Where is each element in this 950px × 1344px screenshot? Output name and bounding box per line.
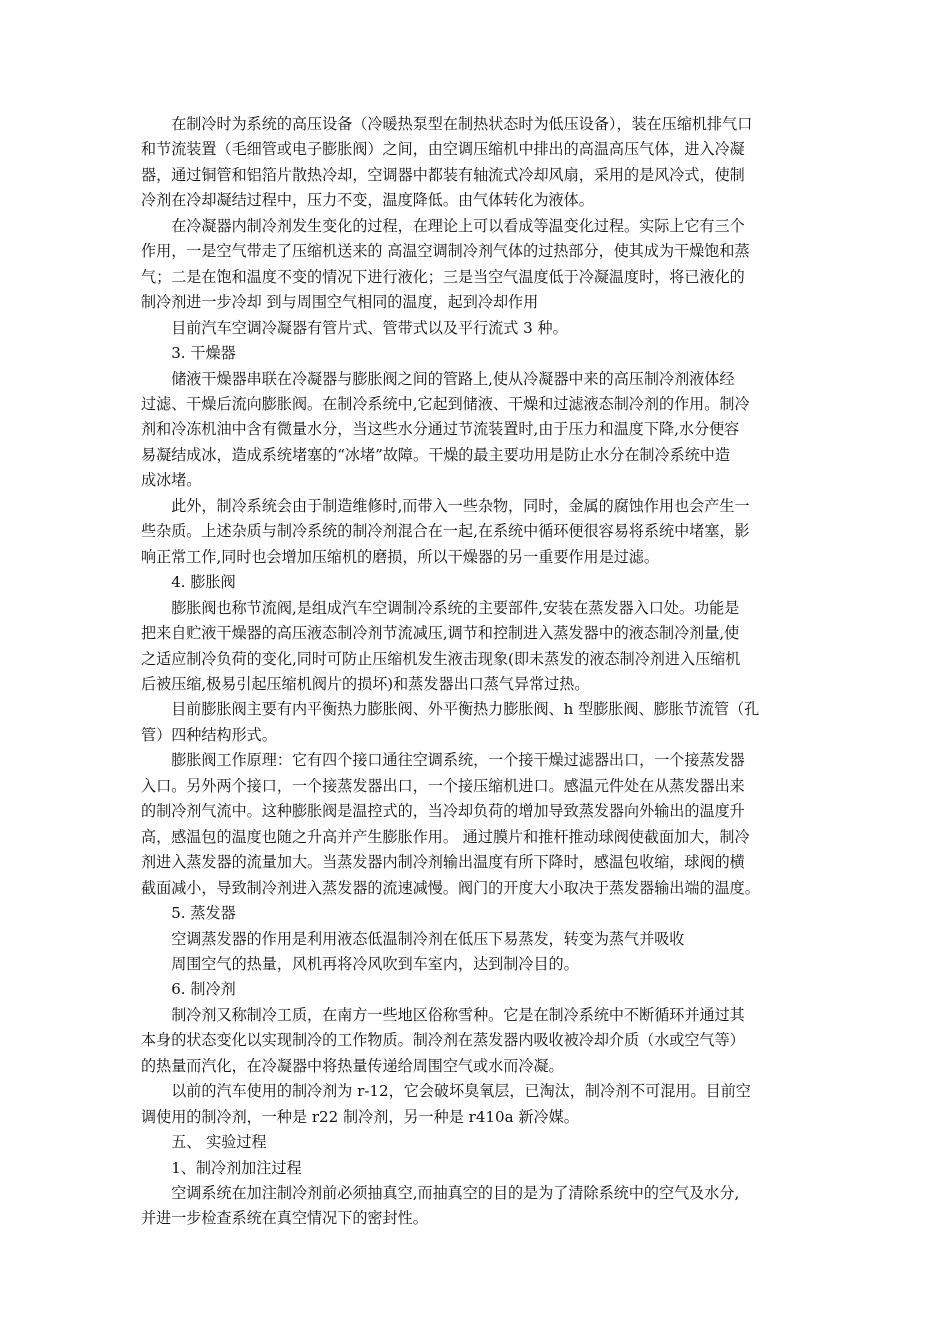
paragraph: [141, 367, 813, 494]
section-heading: 5. 蒸发器: [171, 904, 236, 923]
paragraph: [141, 927, 813, 952]
text-line: 器，通过铜管和铝箔片散热冷却，空调器中都装有轴流式冷却风扇，采用的是风冷式，使制: [141, 165, 745, 184]
text-line: 响正常工作,同时也会增加压缩机的磨损，所以干燥器的另一重要作用是过滤。: [141, 547, 659, 566]
text-line: 膨胀阀工作原理：它有四个接口通往空调系统，一个接干燥过滤器出口，一个接蒸发器: [171, 751, 745, 770]
text-line: 在冷凝器内制冷剂发生变化的过程，在理论上可以看成等温变化过程。实际上它有三个: [171, 216, 745, 235]
text-line: 在制冷时为系统的高压设备（冷暖热泵型在制热状态时为低压设备），装在压缩机排气口: [171, 115, 753, 133]
text-line: 并进一步检查系统在真空情况下的密封性。: [141, 1209, 428, 1228]
paragraph: [141, 112, 813, 214]
text-line: 把来自贮液干燥器的高压液态制冷剂节流减压,调节和控制进入蒸发器中的液态制冷剂量,使: [141, 624, 740, 643]
text-line: 的制冷剂气流中。这种膨胀阀是温控式的，当冷却负荷的增加导致蒸发器向外输出的温度升: [141, 802, 745, 821]
paragraph: [141, 748, 813, 901]
section-heading: 1、制冷剂加注过程: [171, 1158, 302, 1177]
section-heading: 五、 实验过程: [171, 1133, 267, 1152]
paragraph: [141, 214, 813, 316]
text-line: 以前的汽车使用的制冷剂为 r-12，它会破坏臭氧层，已淘汰，制冷剂不可混用。目前空: [171, 1082, 751, 1101]
text-line: 过滤、干燥后流向膨胀阀。在制冷系统中,它起到储液、干燥和过滤液态制冷剂的作用。制冷: [141, 394, 750, 413]
text-line: 剂和冷冻机油中含有微量水分，当这些水分通过节流装置时,由于压力和温度下降,水分便容: [141, 420, 740, 439]
paragraph: [141, 316, 813, 341]
text-line: 储液干燥器串联在冷凝器与膨胀阀之间的管路上,使从冷凝器中来的高压制冷剂液体经: [171, 369, 735, 388]
text-line: 目前汽车空调冷凝器有管片式、管带式以及平行流式 3 种。: [171, 318, 568, 337]
section-heading: 3. 干燥器: [171, 344, 236, 363]
text-line: 入口。另外两个接口，一个接蒸发器出口，一个接压缩机进口。感温元件处在从蒸发器出来: [141, 776, 745, 795]
paragraph: [141, 952, 813, 977]
text-line: 空调蒸发器的作用是利用液态低温制冷剂在低压下易蒸发，转变为蒸气并吸收: [171, 929, 685, 948]
text-line: 冷剂在冷却凝结过程中，压力不变，温度降低。由气体转化为液体。: [141, 191, 594, 210]
text-line: 管）四种结构形式。: [141, 725, 277, 744]
text-line: 空调系统在加注制冷剂前必须抽真空,而抽真空的目的是为了清除系统中的空气及水分,: [171, 1184, 740, 1203]
text-line: 本身的状态变化以实现制冷的工作物质。制冷剂在蒸发器内吸收被冷却介质（水或空气等）: [141, 1031, 745, 1050]
text-line: 之适应制冷负荷的变化,同时可防止压缩机发生液击现象(即未蒸发的液态制冷剂进入压缩机: [141, 649, 741, 668]
text-line: 周围空气的热量，风机再将冷风吹到车室内，达到制冷目的。: [171, 954, 579, 973]
text-line: 作用，一是空气带走了压缩机送来的 高温空调制冷剂气体的过热部分，使其成为干燥饱和蒸: [141, 242, 750, 261]
paragraph: [141, 1181, 813, 1232]
text-line: 剂进入蒸发器的流量加大。当蒸发器内制冷剂输出温度有所下降时，感温包收缩，球阀的横: [141, 853, 745, 872]
text-line: 膨胀阀也称节流阀,是组成汽车空调制冷系统的主要部件,安装在蒸发器入口处。功能是: [171, 598, 740, 617]
text-line: 截面减小，导致制冷剂进入蒸发器的流速减慢。阀门的开度大小取决于蒸发器输出端的温度。: [141, 878, 760, 897]
section-heading: 6. 制冷剂: [171, 980, 236, 999]
paragraph: [141, 1003, 813, 1079]
text-line: 易凝结成冰，造成系统堵塞的“冰堵”故障。干燥的最主要功用是防止水分在制冷系统中造: [141, 445, 730, 464]
text-line: 此外，制冷系统会由于制造维修时,而带入一些杂物，同时，金属的腐蚀作用也会产生一: [171, 496, 750, 515]
paragraph: [141, 697, 813, 748]
text-line: 调使用的制冷剂，一种是 r22 制冷剂，另一种是 r410a 新冷媒。: [141, 1107, 579, 1126]
paragraph: [141, 1079, 813, 1130]
text-line: 成冰堵。: [141, 471, 202, 490]
text-line: 气；二是在饱和温度不变的情况下进行液化；三是当空气温度低于冷凝温度时，将已液化的: [141, 267, 745, 286]
text-line: 制冷剂进一步冷却 到与周围空气相同的温度，起到冷却作用: [141, 293, 539, 312]
text-line: 和节流装置（毛细管或电子膨胀阀）之间，由空调压缩机中排出的高温高压气体，进入冷凝: [141, 140, 745, 159]
paragraph: [141, 596, 813, 698]
text-line: 高，感温包的温度也随之升高并产生膨胀作用。 通过膜片和推杆推动球阀使截面加大，制冷: [141, 827, 750, 846]
text-line: 的热量而汽化，在冷凝器中将热量传递给周围空气或水而冷凝。: [141, 1056, 564, 1075]
text-line: 些杂质。上述杂质与制冷系统的制冷剂混合在一起,在系统中循环便很容易将系统中堵塞，影: [141, 522, 750, 541]
text-line: 目前膨胀阀主要有内平衡热力膨胀阀、外平衡热力膨胀阀、h 型膨胀阀、膨胀节流管（孔: [171, 700, 760, 719]
paragraph: [141, 494, 813, 570]
text-line: 制冷剂又称制冷工质，在南方一些地区俗称雪种。它是在制冷系统中不断循环并通过其: [171, 1005, 745, 1024]
text-line: 后被压缩,极易引起压缩机阀片的损坏)和蒸发器出口蒸气异常过热。: [141, 674, 590, 693]
document-body: [141, 112, 813, 1232]
section-heading: 4. 膨胀阀: [171, 573, 236, 592]
